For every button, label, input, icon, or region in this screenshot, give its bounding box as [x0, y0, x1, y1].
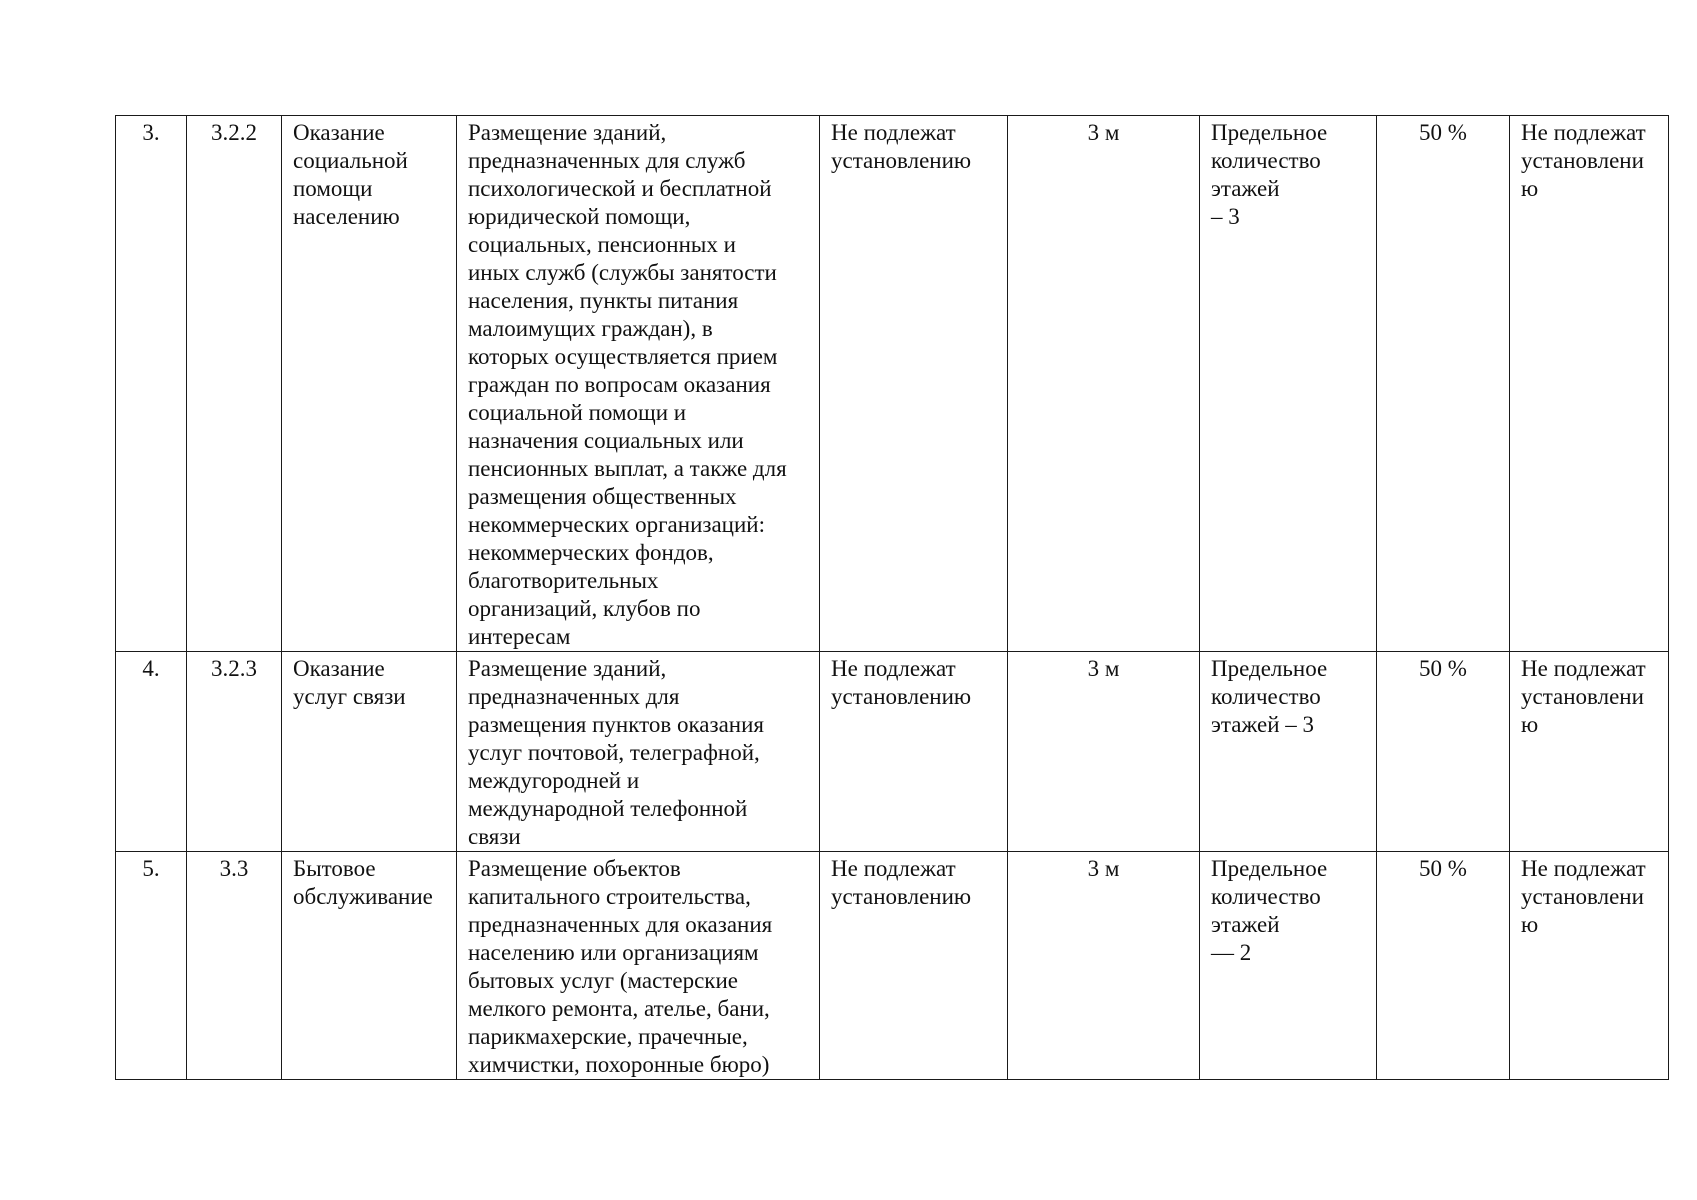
description-line: междугородней и — [468, 768, 640, 793]
coverage-cell — [1377, 116, 1510, 652]
use-name-cell — [282, 652, 457, 852]
floors-line: количество — [1211, 684, 1321, 709]
description-line: капитального строительства, — [468, 884, 751, 909]
use-name-line: помощи — [293, 176, 373, 201]
row-number-cell — [116, 116, 187, 652]
use-name-cell — [282, 116, 457, 652]
coverage-value: 50 % — [1419, 856, 1467, 881]
coverage-cell — [1377, 652, 1510, 852]
plot-size-line: Не подлежат — [831, 856, 956, 881]
description-line: пенсионных выплат, а также для — [468, 456, 787, 481]
coverage-cell — [1377, 852, 1510, 1080]
description-line: малоимущих граждан), в — [468, 316, 713, 341]
floors-line: – 3 — [1211, 204, 1240, 229]
description-line: Размещение зданий, — [468, 120, 667, 145]
other-params-line: ю — [1521, 712, 1539, 737]
use-name-line: Оказание — [293, 120, 385, 145]
other-params-cell — [1510, 116, 1669, 652]
description-line: Размещение зданий, — [468, 656, 667, 681]
floors-line: этажей — [1211, 912, 1280, 937]
floors-line: количество — [1211, 884, 1321, 909]
description-line: назначения социальных или — [468, 428, 744, 453]
setback-value: 3 м — [1087, 656, 1120, 681]
row-number: 4. — [142, 656, 160, 681]
description-line: бытовых услуг (мастерские — [468, 968, 738, 993]
description-line: предназначенных для служб — [468, 148, 746, 173]
setback-cell — [1008, 852, 1200, 1080]
floors-line: этажей — [1211, 176, 1280, 201]
description-line: благотворительных — [468, 568, 659, 593]
table-row — [116, 852, 1669, 1080]
description-line: социальных, пенсионных и — [468, 232, 736, 257]
description-line: предназначенных для оказания — [468, 912, 773, 937]
floors-cell — [1200, 852, 1377, 1080]
other-params-line: Не подлежат — [1521, 120, 1646, 145]
coverage-value: 50 % — [1419, 656, 1467, 681]
floors-line: — 2 — [1211, 940, 1252, 965]
floors-line: этажей – 3 — [1211, 712, 1315, 737]
setback-value: 3 м — [1087, 856, 1120, 881]
plot-size-line: установлению — [831, 684, 972, 709]
other-params-line: Не подлежат — [1521, 856, 1646, 881]
row-number: 3. — [142, 120, 160, 145]
setback-value: 3 м — [1087, 120, 1120, 145]
other-params-line: Не подлежат — [1521, 656, 1646, 681]
use-name-line: услуг связи — [293, 684, 406, 709]
floors-line: Предельное — [1211, 120, 1328, 145]
use-code: 3.2.3 — [211, 656, 257, 681]
description-line: Размещение объектов — [468, 856, 681, 881]
description-line: психологической и бесплатной — [468, 176, 772, 201]
other-params-line: установлени — [1521, 684, 1644, 709]
description-line: иных служб (службы занятости — [468, 260, 777, 285]
code-cell — [187, 852, 282, 1080]
use-name-line: Оказание — [293, 656, 385, 681]
plot-size-cell — [820, 116, 1008, 652]
row-number-cell — [116, 652, 187, 852]
other-params-line: ю — [1521, 912, 1539, 937]
other-params-line: ю — [1521, 176, 1539, 201]
description-line: которых осуществляется прием — [468, 344, 778, 369]
floors-cell — [1200, 652, 1377, 852]
description-line: размещения общественных — [468, 484, 737, 509]
table-row — [116, 116, 1669, 652]
description-line: некоммерческих организаций: — [468, 512, 765, 537]
regulations-table — [115, 115, 1669, 1080]
other-params-cell — [1510, 852, 1669, 1080]
plot-size-line: Не подлежат — [831, 656, 956, 681]
plot-size-cell — [820, 852, 1008, 1080]
code-cell — [187, 116, 282, 652]
description-cell — [457, 852, 820, 1080]
plot-size-line: установлению — [831, 148, 972, 173]
description-cell — [457, 116, 820, 652]
plot-size-cell — [820, 652, 1008, 852]
other-params-line: установлени — [1521, 884, 1644, 909]
table-row — [116, 652, 1669, 852]
row-number-cell — [116, 852, 187, 1080]
description-line: химчистки, похоронные бюро) — [468, 1052, 770, 1077]
description-line: международной телефонной — [468, 796, 748, 821]
description-line: юридической помощи, — [468, 204, 691, 229]
description-line: мелкого ремонта, ателье, бани, — [468, 996, 770, 1021]
plot-size-line: установлению — [831, 884, 972, 909]
use-name-line: Бытовое — [293, 856, 376, 881]
use-name-line: социальной — [293, 148, 408, 173]
code-cell — [187, 652, 282, 852]
other-params-line: установлени — [1521, 148, 1644, 173]
coverage-value: 50 % — [1419, 120, 1467, 145]
row-number: 5. — [142, 856, 160, 881]
setback-cell — [1008, 652, 1200, 852]
description-line: связи — [468, 824, 521, 849]
floors-cell — [1200, 116, 1377, 652]
use-code: 3.2.2 — [211, 120, 257, 145]
plot-size-line: Не подлежат — [831, 120, 956, 145]
description-line: услуг почтовой, телеграфной, — [468, 740, 760, 765]
description-line: населению или организациям — [468, 940, 759, 965]
setback-cell — [1008, 116, 1200, 652]
description-line: размещения пунктов оказания — [468, 712, 764, 737]
description-line: организаций, клубов по — [468, 596, 701, 621]
description-line: предназначенных для — [468, 684, 680, 709]
use-name-line: населению — [293, 204, 400, 229]
use-code: 3.3 — [219, 856, 249, 881]
use-name-line: обслуживание — [293, 884, 433, 909]
floors-line: количество — [1211, 148, 1321, 173]
description-line: социальной помощи и — [468, 400, 687, 425]
description-line: интересам — [468, 624, 571, 649]
description-line: населения, пункты питания — [468, 288, 739, 313]
floors-line: Предельное — [1211, 656, 1328, 681]
description-line: парикмахерские, прачечные, — [468, 1024, 748, 1049]
other-params-cell — [1510, 652, 1669, 852]
floors-line: Предельное — [1211, 856, 1328, 881]
description-line: некоммерческих фондов, — [468, 540, 714, 565]
description-cell — [457, 652, 820, 852]
description-line: граждан по вопросам оказания — [468, 372, 771, 397]
use-name-cell — [282, 852, 457, 1080]
